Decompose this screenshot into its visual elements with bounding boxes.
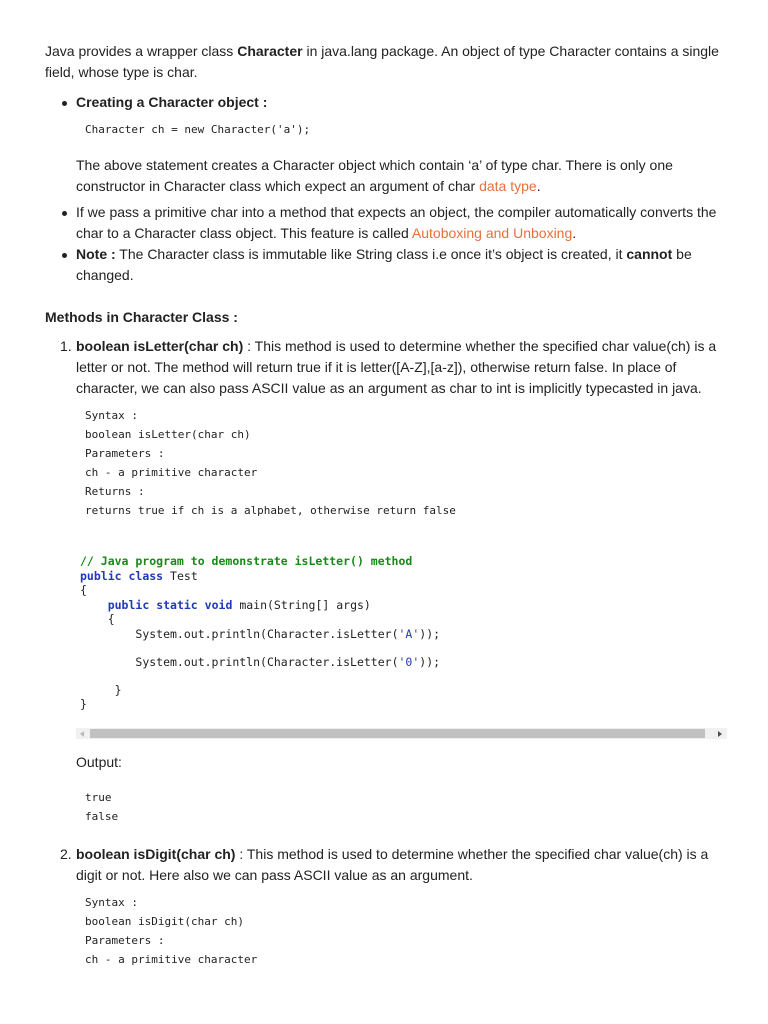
item-number: 1.	[60, 338, 72, 354]
intro-paragraph: Java provides a wrapper class Character in java.lang package. An object of type Character contains a single field, whose type is char.	[45, 43, 719, 80]
scroll-right-arrow-icon[interactable]	[718, 731, 722, 737]
creating-title: Creating a Character object :	[76, 94, 268, 110]
method-description: : This method is used to determine whether the specified char value(ch) is a letter or not. The method will return true if it is letter([A-Z],[a-z]), otherwise return false. In place of character, we can also pass ASCII value as an argument as char to int is implicitly typecasted in java.	[76, 338, 717, 396]
list-item-note: Note : The Character class is immutable like String class i.e once it’s object is created, it cannot be changed.	[45, 244, 730, 286]
article-content	[45, 41, 730, 969]
code-line-main: public static void main(String[] args)	[107, 597, 371, 612]
output-block: true false	[85, 790, 119, 823]
code-comment: // Java program to demonstrate isLetter() method	[80, 554, 413, 568]
scroll-left-arrow-icon[interactable]	[80, 731, 84, 737]
code-line-println-a: System.out.println(Character.isLetter('A'));	[135, 626, 441, 641]
creating-description: The above statement creates a Character object which contain ‘a’ of type char. There is only one constructor in Character class which expect an argument of char data type.	[76, 157, 673, 194]
list-item-creating	[45, 92, 730, 197]
code-example	[80, 554, 730, 712]
syntax-block: Syntax : boolean isDigit(char ch) Parameters : ch - a primitive character	[85, 895, 258, 966]
code-line-main-open-brace: {	[107, 612, 115, 626]
creating-code-block: Character ch = new Character('a');	[85, 123, 311, 136]
item-number: 2.	[60, 845, 72, 862]
data-type-link[interactable]: data type	[479, 178, 537, 194]
syntax-block: Syntax : boolean isLetter(char ch) Parameters : ch - a primitive character Returns : returns true if ch is a alphabet, otherwise return false	[85, 409, 456, 517]
list-item-autoboxing: If we pass a primitive char into a method that expects an object, the compiler automatically converts the char to a Character class object. This feature is called Autoboxing and Unboxing.	[45, 202, 730, 244]
methods-list	[45, 336, 730, 969]
autoboxing-link[interactable]: Autoboxing and Unboxing	[411, 225, 573, 241]
method-signature: boolean isDigit(char ch)	[76, 845, 236, 862]
output-label: Output:	[76, 753, 122, 770]
code-line-println-0: System.out.println(Character.isLetter('0'));	[135, 654, 441, 669]
method-item-isletter	[45, 336, 730, 826]
code-horizontal-scrollbar[interactable]	[76, 728, 727, 739]
overview-list	[45, 92, 730, 286]
method-item-isdigit	[45, 844, 730, 969]
method-signature: boolean isLetter(char ch)	[76, 338, 244, 354]
method-description: : This method is used to determine whether the specified char value(ch) is a digit or not. Here also we can pass ASCII value as an argument.	[76, 845, 709, 883]
methods-heading: Methods in Character Class :	[45, 309, 238, 325]
scrollbar-thumb[interactable]	[90, 729, 705, 738]
code-line-class: public class Test	[80, 568, 198, 583]
code-line-main-close-brace: }	[114, 682, 122, 697]
code-line-open-brace: {	[80, 583, 87, 597]
code-line-close-brace: }	[80, 697, 87, 711]
